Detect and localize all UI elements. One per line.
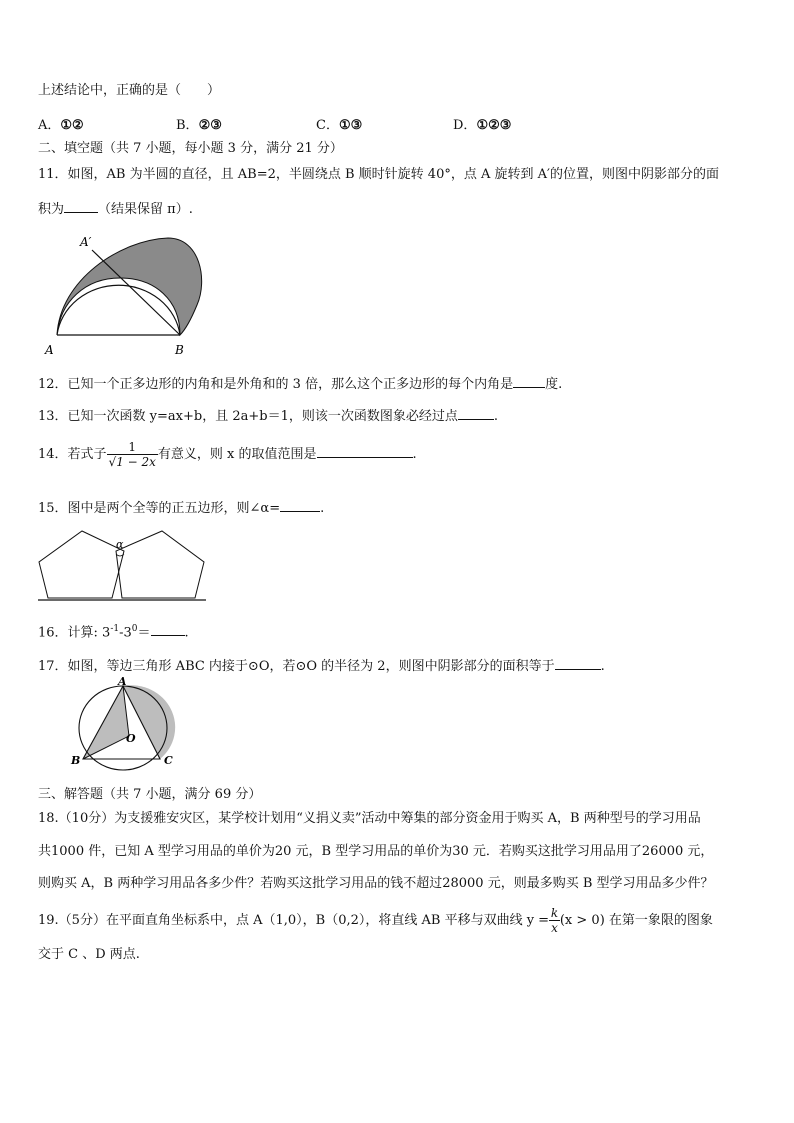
q16-after: .: [184, 625, 189, 641]
q17: [38, 656, 605, 676]
option-c: [316, 114, 362, 133]
option-a-label: A．: [38, 118, 61, 133]
q12: [38, 374, 562, 394]
q17-answer-blank[interactable]: [555, 656, 601, 670]
q14: [38, 440, 417, 469]
q12-text: 12．已知一个正多边形的内角和是外角和的 3 倍，那么这个正多边形的每个内角是: [38, 377, 514, 392]
section-3-heading: 三、解答题（共 7 小题，满分 69 分）: [38, 787, 262, 802]
q12-after: 度.: [545, 377, 563, 392]
q16: [38, 620, 189, 642]
q13-text: 13．已知一次函数 y=ax+b，且 2a+b＝1，则该一次函数图象必经过点: [38, 409, 458, 424]
q15-label-alpha: α: [116, 538, 124, 551]
q16-sup2: 0: [131, 624, 138, 634]
q11-answer-blank[interactable]: [64, 199, 98, 213]
option-c-value: ①③: [338, 118, 363, 133]
option-d: [453, 114, 511, 133]
q17-label-b: B: [71, 754, 81, 767]
q15-pentagon-right: [116, 531, 204, 598]
q11-figure: [40, 230, 220, 360]
q16-suffix: ＝: [137, 625, 151, 641]
q15-figure: [36, 524, 211, 606]
q14-answer-blank[interactable]: [317, 444, 413, 458]
option-c-label: C．: [316, 118, 339, 133]
option-a-value: ①②: [60, 118, 84, 133]
q17-label-c: C: [164, 754, 173, 767]
option-d-label: D．: [453, 118, 477, 133]
q18-line2: 共1000 件，已知 A 型学习用品的单价为20 元，B 型学习用品的单价为30 元．若购买这批学习用品用了26000 元，: [38, 844, 714, 859]
q19-line1: [38, 906, 713, 936]
q19-fraction-den: x: [551, 921, 558, 935]
q17-figure: [66, 676, 186, 776]
q15-pentagon-left: [39, 531, 124, 598]
q14-fraction-den: √1 − 2x: [108, 455, 156, 469]
q11-line1: 11．如图，AB 为半圆的直径，且 AB=2，半圆绕点 B 顺时针旋转 40°，点 A 旋转到 A′的位置，则图中阴影部分的面: [38, 167, 719, 182]
q13-after: .: [493, 409, 498, 424]
q11-text-a: 积为: [38, 202, 65, 217]
q15-text: 15．图中是两个全等的正五边形，则∠α=: [38, 501, 281, 516]
q15-after: .: [320, 501, 325, 516]
q19-line2: 交于 C 、D 两点.: [38, 947, 140, 962]
q13-answer-blank[interactable]: [458, 406, 494, 420]
q19-part1: 19.（5分）在平面直角坐标系中，点 A（1,0），B（0,2），将直线 AB 平移与双曲线 y =: [38, 913, 550, 928]
q17-label-o: O: [126, 732, 136, 745]
q12-answer-blank[interactable]: [513, 374, 545, 388]
q14-fraction: [107, 440, 158, 469]
q16-answer-blank[interactable]: [151, 622, 185, 636]
q17-after: .: [600, 659, 605, 674]
option-b-label: B．: [176, 118, 199, 133]
q13: [38, 406, 498, 426]
section-2-heading: 二、填空题（共 7 小题，每小题 3 分，满分 21 分）: [38, 141, 343, 156]
q16-mid: -3: [119, 625, 132, 641]
q11-text-b: （结果保留 π）.: [98, 202, 193, 217]
q14-fraction-num: 1: [128, 440, 137, 454]
q19-part2: (x > 0) 在第一象限的图象: [559, 913, 713, 928]
q17-shaded-segment-right: [123, 685, 175, 759]
option-d-value: ①②③: [476, 118, 512, 133]
option-b-value: ②③: [198, 118, 222, 133]
q11-label-b: B: [175, 343, 184, 357]
q17-text: 17．如图，等边三角形 ABC 内接于⊙O，若⊙O 的半径为 2，则图中阴影部分的面积等于: [38, 659, 555, 674]
q15: [38, 498, 324, 518]
q19-fraction: [549, 906, 560, 935]
q15-answer-blank[interactable]: [280, 498, 320, 512]
q17-label-a: A: [118, 676, 127, 688]
q18-line1: 18.（10分）为支援雅安灾区，某学校计划用“义捐义卖”活动中筹集的部分资金用于购买 A，B 两种型号的学习用品: [38, 811, 701, 826]
option-a: [38, 114, 84, 133]
q18-line3: 则购买 A，B 两种学习用品各多少件？若购买这批学习用品的钱不超过28000 元，则最多购买 B 型学习用品多少件？: [38, 876, 714, 891]
q11-line2: [38, 199, 193, 219]
q19-fraction-num: k: [550, 906, 559, 920]
q16-sup1: -1: [110, 624, 120, 634]
q11-label-a-prime: A′: [80, 235, 92, 249]
q11-label-a: A: [45, 343, 54, 357]
option-b: [176, 114, 222, 133]
intro-line: 上述结论中，正确的是（ ）: [38, 83, 221, 98]
q14-middle: 有意义，则 x 的取值范围是: [157, 447, 317, 462]
q14-after: .: [412, 447, 417, 462]
q16-prefix: 16．计算: 3: [38, 625, 111, 641]
q14-prefix: 14．若式子: [38, 447, 107, 462]
